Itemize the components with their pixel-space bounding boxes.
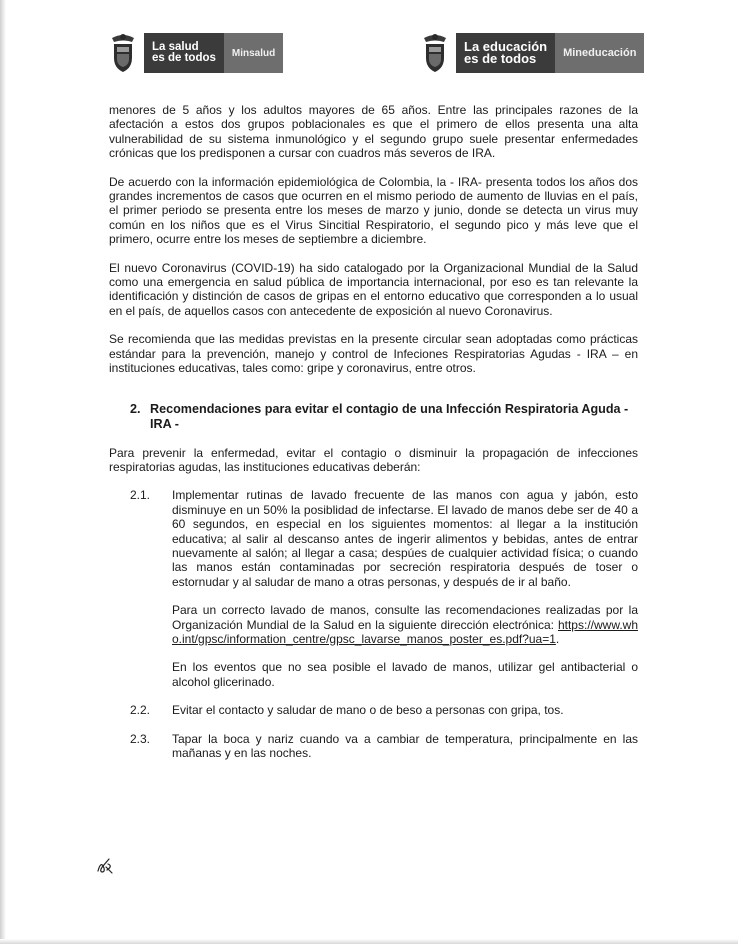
section-number: 2. bbox=[130, 401, 141, 416]
paragraph: Se recomienda que las medidas previstas en la presente circular sean adoptadas como prácticas estándar para la prevención, manejo y control de Infeciones Respiratorias Agudas - IRA – en instituciones educativas, tales como: gripe y coronavirus, entre otros. bbox=[109, 332, 638, 376]
list-item bbox=[130, 732, 638, 775]
coat-of-arms-icon bbox=[108, 32, 138, 74]
slogan-line-1: La salud bbox=[152, 41, 199, 53]
slogan-line-2: es de todos bbox=[464, 51, 537, 66]
item-number: 2.2. bbox=[130, 703, 151, 718]
document-body bbox=[109, 103, 638, 774]
item-text: Implementar rutinas de lavado frecuente de las manos con agua y jabón, esto disminuye en un 50% la posiblidad de infectarse. El lavado de manos debe ser de 40 a 60 segundos, en especial en los siguientes momentos: al llegar a la institución educativa; al salir al descanso antes de ingerir alimentos y bebidas, antes de entrar nuevamente al salón; al llegar a casa; despúes de cualquier actividad física; o cuando las manos están contaminadas por secreción respiratoria después de toser o estornudar y al saludar de mano a otras personas, y después de ir al baño. bbox=[172, 488, 638, 589]
minsalud-slogan-box bbox=[144, 33, 224, 73]
mineducacion-slogan-box bbox=[456, 33, 555, 73]
mineducacion-label: Mineducación bbox=[555, 33, 644, 73]
who-handwashing-link[interactable]: https://www.who.int/gpsc/information_centre/gpsc_lavarse_manos_poster_es.pdf?ua=1 bbox=[172, 617, 638, 646]
paragraph: menores de 5 años y los adultos mayores de 65 años. Entre las principales razones de la afectación a estos dos grupos poblacionales es que el primero de ellos presenta una alta vulnerabilidad de su sistema inmunológico y el segundo grupo suele presentar enfermedades crónicas que los predisponen a cursar con cuadros más severos de IRA. bbox=[109, 103, 638, 161]
list-item bbox=[130, 488, 638, 703]
mineducacion-logo bbox=[420, 28, 644, 78]
item-subparagraph: En los eventos que no sea posible el lavado de manos, utilizar gel antibacterial o alcohol glicerinado. bbox=[172, 660, 638, 689]
item-subparagraph bbox=[172, 603, 638, 646]
page-bottom-shadow bbox=[0, 939, 738, 944]
page-edge-shadow bbox=[0, 0, 6, 944]
slogan-line-2: es de todos bbox=[152, 52, 216, 64]
handwritten-initials bbox=[95, 856, 117, 876]
section-title: Recomendaciones para evitar el contagio de una Infección Respiratoria Aguda - IRA - bbox=[150, 401, 629, 431]
item-text: Evitar el contacto y saludar de mano o de beso a personas con gripa, tos. bbox=[172, 703, 564, 718]
coat-of-arms-icon bbox=[420, 32, 450, 74]
item-number: 2.3. bbox=[130, 731, 151, 746]
item-sub-text: Para un correcto lavado de manos, consulte las recomendaciones realizadas por la Organización Mundial de la Salud en la siguiente dirección electrónica: bbox=[172, 603, 638, 632]
item-text: Tapar la boca y nariz cuando va a cambiar de temperatura, principalmente en las mañanas y en las noches. bbox=[172, 731, 638, 760]
paragraph: De acuerdo con la información epidemiológica de Colombia, la - IRA- presenta todos los años dos grandes incrementos de casos que ocurren en el mismo periodo de aumento de lluvias en el país, el primer periodo se presenta entre los meses de marzo y junio, donde se detecta un virus muy común en los niños que es el Virus Sincitial Respiratorio, el segundo pico y más leve que el primero, ocurre entre los meses de septiembre a diciembre. bbox=[109, 174, 638, 247]
slogan-line-1: La educación bbox=[464, 38, 548, 54]
minsalud-label: Minsalud bbox=[224, 33, 283, 73]
paragraph: El nuevo Coronavirus (COVID-19) ha sido catalogado por la Organizacional Mundial de la Salud como una emergencia en salud pública de importancia internacional, por eso es tan relevante la identificación y distinción de casos de gripas en el entorno educativo que corresponden a lo usual en el país, de aquellos casos con antecedente de exposición al nuevo Coronavirus. bbox=[109, 260, 638, 318]
section-heading bbox=[130, 402, 638, 432]
link-suffix: . bbox=[555, 631, 560, 646]
minsalud-logo bbox=[108, 28, 283, 78]
item-number: 2.1. bbox=[130, 488, 151, 503]
list-item bbox=[130, 703, 638, 731]
section-intro: Para prevenir la enfermedad, evitar el contagio o disminuir la propagación de infecciones respiratorias agudas, las instituciones educativas deberán: bbox=[109, 445, 638, 474]
